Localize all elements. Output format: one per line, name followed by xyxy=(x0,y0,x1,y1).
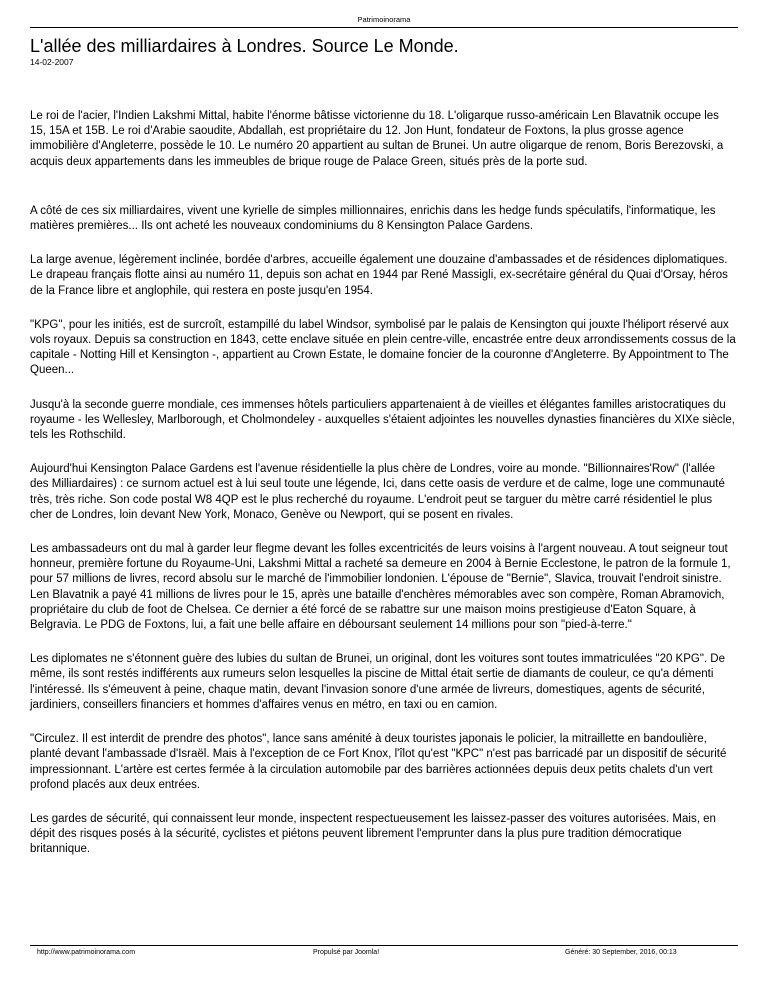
header-divider xyxy=(30,27,738,28)
article-paragraph: La large avenue, légèrement inclinée, bordée d'arbres, accueille également une douzaine d'ambassades et de résidences diplomatiques. Le drapeau français flotte ainsi au numéro 11, depuis son achat en 1944 par René Massigli, ex-secrétaire général du Quai d'Orsay, héros de la France libre et anglophile, qui restera en poste jusqu'en 1954. xyxy=(30,254,728,297)
article-date: 14-02-2007 xyxy=(30,57,74,67)
article-paragraph: Les diplomates ne s'étonnent guère des lubies du sultan de Brunei, un original, dont les voitures sont toutes immatriculées "20 KPG". De même, ils sont restés indifférents aux rumeurs selon lesquelles la piscine de Mittal était sertie de diamants de couleur, ce qu'a démenti l'intéressé. Ils s'émeuvent à peine, chaque matin, devant l'invasion sonore d'une armée de livreurs, domestiques, agents de sécurité, jardiniers, conseillers financiers et hommes d'affaires venus en métro, en taxi ou en camion. xyxy=(30,653,726,711)
article-paragraph: "Circulez. Il est interdit de prendre des photos", lance sans aménité à deux touristes japonais le policier, la mitraillette en bandoulière, planté devant l'ambassade d'Israël. Mais à l'exception de ce Fort Knox, l'îlot qu'est "KPC" n'est pas barricadé par un dispositif de sécurité impressionnant. L'artère est certes fermée à la circulation automobile par des barrières actionnées depuis deux petits chalets d'un vert profond placés aux deux entrées. xyxy=(30,733,727,791)
footer-generated-date: Généré: 30 September, 2016, 00:13 xyxy=(565,949,677,956)
site-header: Patrimoinorama xyxy=(357,15,411,24)
article-paragraph: Les ambassadeurs ont du mal à garder leur flegme devant les folles excentricités de leurs voisins à l'argent nouveau. A tout seigneur tout honneur, première fortune du Royaume-Uni, Lakshmi Mittal a racheté sa demeure en 2004 à Bernie Ecclestone, le patron de la formule 1, pour 57 millions de livres, record absolu sur le marché de l'immobilier londonien. L'épouse de "Bernie", Slavica, trouvait l'endroit sinistre. Len Blavatnik a payé 41 millions de livres pour le 15, après une bataille d'enchères mémorables avec son compère, Roman Abramovich, propriétaire du club de foot de Chelsea. Ce dernier a été forcé de se rabattre sur une maison moins prestigieuse d'Eaton Square, à Belgravia. Le PDG de Foxtons, lui, a fait une belle affaire en déboursant seulement 14 millions pour son "pied-à-terre." xyxy=(30,543,731,632)
footer-divider xyxy=(30,945,738,946)
article-paragraph: Jusqu'à la seconde guerre mondiale, ces immenses hôtels particuliers appartenaient à de vieilles et élégantes familles aristocratiques du royaume - les Wellesley, Marlborough, et Cholmondeley - auxquelles s'étaient adjointes les nouvelles dynasties financières du XIXe siècle, tels les Rothschild. xyxy=(30,398,735,442)
article-paragraph: Les gardes de sécurité, qui connaissent leur monde, inspectent respectueusement les laissez-passer des voitures autorisées. Mais, en dépit des risques posés à la sécurité, cyclistes et piétons peuvent librement l'emprunter dans la plus pure tradition démocratique britannique. xyxy=(30,812,716,856)
article-paragraph: "KPG", pour les initiés, est de surcroît, estampillé du label Windsor, symbolisé par le palais de Kensington qui jouxte l'héliport réservé aux vols royaux. Depuis sa construction en 1843, cette enclave située en plein centre-ville, encastrée entre deux arrondissements cossus de la capitale - Notting Hill et Kensington -, appartient au Crown Estate, le domaine foncier de la couronne d'Angleterre. By Appointment to The Queen... xyxy=(30,318,736,377)
article-body xyxy=(30,109,736,858)
footer-site-link[interactable]: http://www.patrimoinorama.com xyxy=(37,949,136,956)
article-paragraph: A côté de ces six milliardaires, vivent une kyrielle de simples millionnaires, enrichis dans les hedge funds spéculatifs, l'informatique, les matières premières... Ils ont acheté les nouveaux condominiums du 8 Kensington Palace Gardens. xyxy=(30,204,716,233)
article-paragraph: Aujourd'hui Kensington Palace Gardens est l'avenue résidentielle la plus chère de Londres, voire au monde. "Billionnaires'Row" (l'allée des Milliardaires) : ce surnom actuel est à lui seul toute une légende, Ici, dans cette oasis de verdure et de calme, loge une communauté très, très riche. Son code postal W8 4QP est le plus recherché du royaume. L'endroit peut se targuer du mètre carré résidentiel le plus cher de Londres, loin devant New York, Monaco, Genève ou Newport, qui se posent en rivales. xyxy=(30,463,725,521)
footer-powered-by: Propulsé par Joomla! xyxy=(313,949,380,956)
article-paragraph: Le roi de l'acier, l'Indien Lakshmi Mittal, habite l'énorme bâtisse victorienne du 18. L'oligarque russo-américain Len Blavatnik occupe les 15, 15A et 15B. Le roi d'Arabie saoudite, Abdallah, est propriétaire du 12. Jon Hunt, fondateur de Foxtons, la plus grosse agence immobilière d'Angleterre, possède le 10. Le numéro 20 appartient au sultan de Brunei. Un autre oligarque de renom, Boris Berezovski, a acquis deux appartements dans les immeubles de brique rouge de Palace Green, situés près de la porte sud. xyxy=(30,110,724,168)
article-title: L'allée des milliardaires à Londres. Source Le Monde. xyxy=(30,36,459,56)
